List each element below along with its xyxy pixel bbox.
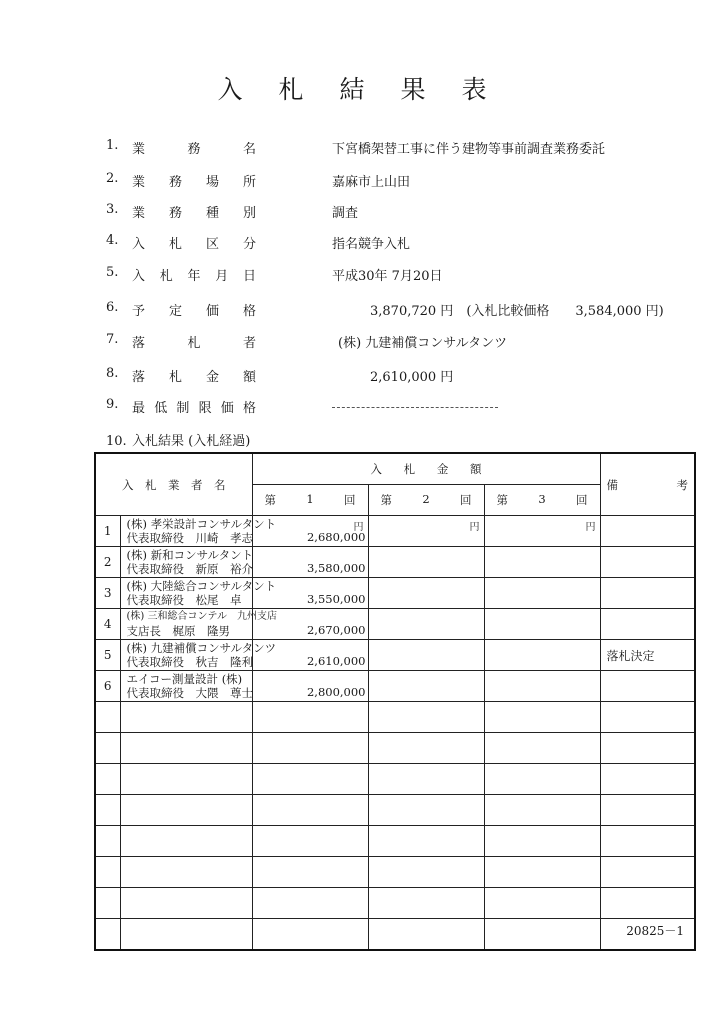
empty-cell <box>252 764 368 795</box>
bid-amount-round-1 <box>252 516 368 547</box>
empty-cell <box>600 795 695 826</box>
bid-note <box>600 516 695 547</box>
empty-cell <box>95 733 120 764</box>
empty-cell <box>600 826 695 857</box>
empty-cell <box>484 919 600 951</box>
bidder-name <box>120 640 277 671</box>
yen-unit: 円 <box>353 522 364 533</box>
round-header-char: 第 <box>380 493 392 507</box>
bid-amount-round-3 <box>484 516 600 547</box>
bid-amount-round-2 <box>368 578 484 609</box>
empty-cell <box>368 826 484 857</box>
table-row-empty <box>95 888 695 919</box>
info-label-char: 低 <box>154 401 168 416</box>
bid-amount-round-1 <box>252 671 368 702</box>
info-label-char: 場 <box>205 175 219 190</box>
info-value: 2,610,000 円 <box>370 370 454 385</box>
empty-cell <box>95 919 120 951</box>
empty-cell <box>252 826 368 857</box>
info-label-char: 分 <box>242 237 256 252</box>
info-label-char: 入 <box>132 237 146 252</box>
bidder-header-char: 札 <box>145 477 157 492</box>
info-label-char: 札 <box>168 237 182 252</box>
empty-cell <box>95 702 120 733</box>
table-row <box>95 640 695 671</box>
bidder-representative: 代表取締役 松尾 卓 <box>126 593 242 607</box>
bid-amount-round-3 <box>484 578 600 609</box>
info-label-char: 業 <box>132 142 146 157</box>
info-label-char: 種 <box>205 206 219 221</box>
bidder-name <box>120 671 252 702</box>
bid-amount-header <box>252 453 600 485</box>
info-label-char: 業 <box>132 206 146 221</box>
empty-cell <box>252 795 368 826</box>
round-header-char: 2 <box>422 492 430 506</box>
bid-amount-round-1 <box>252 547 368 578</box>
table-row-empty <box>95 733 695 764</box>
bid-amount-round-3 <box>484 640 600 671</box>
row-number: 6 <box>95 671 120 702</box>
bid-amount-round-2 <box>368 640 484 671</box>
info-number: 3. <box>106 202 119 217</box>
table-row <box>95 578 695 609</box>
bid-note: 落札決定 <box>600 640 695 671</box>
estimated-price-value <box>370 300 664 319</box>
empty-cell <box>484 702 600 733</box>
bid-note <box>600 671 695 702</box>
info-label-char: 額 <box>242 370 256 385</box>
table-row-empty <box>95 857 695 888</box>
table-row-empty <box>95 919 695 951</box>
info-label-char: 務 <box>168 206 182 221</box>
info-label-char: 者 <box>242 336 256 351</box>
empty-cell <box>484 826 600 857</box>
info-label <box>132 265 256 284</box>
info-label-char: 定 <box>168 304 182 319</box>
bid-amount-round-2 <box>368 609 484 640</box>
empty-cell <box>120 919 252 951</box>
info-label <box>132 233 256 252</box>
note-header-char: 備 <box>606 477 619 492</box>
empty-cell <box>368 702 484 733</box>
empty-cell <box>120 795 252 826</box>
empty-cell <box>484 795 600 826</box>
row-number: 1 <box>95 516 120 547</box>
bidder-representative: 代表取締役 川崎 孝志 <box>126 531 253 545</box>
bid-note <box>600 609 695 640</box>
bidder-company: (株) 九建補償コンサルタンツ <box>126 641 277 655</box>
table-row <box>95 516 695 547</box>
info-value: 平成30年 7月20日 <box>332 269 443 284</box>
empty-cell <box>600 702 695 733</box>
amount-header-char: 金 <box>436 462 449 476</box>
empty-cell <box>120 888 252 919</box>
table-row-empty <box>95 764 695 795</box>
info-label-char: 価 <box>220 401 234 416</box>
document-number: 20825－1 <box>626 924 684 938</box>
info-label-char: 格 <box>242 304 256 319</box>
bid-amount-round-2 <box>368 671 484 702</box>
info-label-char: 月 <box>215 269 229 284</box>
amount-header-char: 額 <box>470 462 482 476</box>
info-number: 2. <box>106 171 119 186</box>
info-label-char: 名 <box>242 142 256 157</box>
round-header-char: 3 <box>538 492 546 506</box>
bid-amount-value: 2,680,000 <box>306 530 366 544</box>
empty-cell <box>95 826 120 857</box>
table-header-row-1 <box>95 453 695 485</box>
info-label-char: 限 <box>198 401 212 416</box>
info-value: 下宮橋架替工事に伴う建物等事前調査業務委託 <box>332 142 606 157</box>
empty-cell <box>252 733 368 764</box>
info-value: 指名競争入札 <box>332 237 411 252</box>
bidder-representative: 代表取締役 大隈 尊士 <box>126 686 253 700</box>
empty-cell <box>600 888 695 919</box>
bid-amount-value: 2,800,000 <box>306 685 366 699</box>
empty-cell <box>252 888 368 919</box>
empty-cell <box>484 733 600 764</box>
round-header-char: 回 <box>576 493 588 507</box>
info-label-char: 札 <box>168 370 182 385</box>
bid-amount-value: 2,610,000 <box>306 654 366 668</box>
empty-cell <box>368 795 484 826</box>
table-title-text: 入札結果 (入札経過) <box>132 434 251 449</box>
table-row-empty <box>95 702 695 733</box>
table-row <box>95 609 695 640</box>
bidder-company: (株) 三和総合コンテル 九州支店 <box>126 611 277 622</box>
info-label <box>132 171 256 190</box>
table-row <box>95 547 695 578</box>
row-number: 4 <box>95 609 120 640</box>
info-label-char: 価 <box>205 304 219 319</box>
bid-note <box>600 578 695 609</box>
round-2-header <box>368 485 484 516</box>
empty-cell <box>368 857 484 888</box>
round-header-char: 回 <box>343 493 356 507</box>
empty-cell <box>120 733 252 764</box>
bidder-header-char: 名 <box>214 477 226 492</box>
empty-cell <box>252 702 368 733</box>
bid-amount-value: 3,580,000 <box>306 561 366 575</box>
info-label <box>132 366 256 385</box>
estimated-price: 3,870,720 円 <box>370 304 454 319</box>
empty-cell <box>252 919 368 951</box>
table-title <box>106 430 250 449</box>
bidder-header-char: 者 <box>191 477 203 492</box>
yen-unit: 円 <box>585 522 596 533</box>
bid-amount-round-3 <box>484 609 600 640</box>
note-header <box>600 453 695 516</box>
info-label-char: 制 <box>176 401 190 416</box>
table-row-empty <box>95 795 695 826</box>
bidder-representative: 代表取締役 新原 裕介 <box>126 562 253 576</box>
bidder-representative: 支店長 梶原 隆男 <box>126 624 230 638</box>
empty-cell <box>120 826 252 857</box>
info-label-char: 札 <box>159 269 173 284</box>
bidder-name <box>120 578 277 609</box>
bidder-name <box>120 609 277 640</box>
bidder-name <box>120 516 277 547</box>
info-label-char: 所 <box>242 175 256 190</box>
info-number: 7. <box>106 332 119 347</box>
comparison-price: (入札比較価格 3,584,000 円) <box>466 304 664 319</box>
table-title-number: 10. <box>106 434 127 449</box>
empty-cell <box>95 795 120 826</box>
empty-cell <box>120 702 252 733</box>
bidder-company: エイコー測量設計 (株) <box>126 672 243 686</box>
table-row-empty <box>95 826 695 857</box>
info-label-char: 年 <box>187 269 201 284</box>
row-number: 2 <box>95 547 120 578</box>
bidder-name <box>120 547 252 578</box>
info-value: 調査 <box>332 206 359 221</box>
info-value: (株) 九建補償コンサルタンツ <box>338 336 508 351</box>
bidder-header-char: 入 <box>122 477 134 492</box>
empty-cell <box>600 733 695 764</box>
info-label-char: 格 <box>242 401 256 416</box>
info-label-char: 区 <box>205 237 219 252</box>
empty-cell <box>120 857 252 888</box>
row-number: 5 <box>95 640 120 671</box>
info-number: 4. <box>106 233 119 248</box>
empty-cell <box>95 857 120 888</box>
empty-cell <box>484 857 600 888</box>
bid-amount-round-2 <box>368 547 484 578</box>
bidder-name-header <box>95 453 252 516</box>
info-label-char: 務 <box>168 175 182 190</box>
info-number: 8. <box>106 366 119 381</box>
info-label-char: 入 <box>132 269 146 284</box>
bid-amount-round-2 <box>368 516 484 547</box>
info-label-char: 落 <box>132 370 146 385</box>
empty-cell <box>95 888 120 919</box>
empty-cell <box>484 764 600 795</box>
info-label-char: 札 <box>187 336 201 351</box>
bid-amount-round-3 <box>484 547 600 578</box>
empty-cell <box>120 764 252 795</box>
round-1-header <box>252 485 368 516</box>
bidder-company: (株) 新和コンサルタント <box>126 548 254 562</box>
table-row <box>95 671 695 702</box>
info-label-char: 日 <box>242 269 256 284</box>
info-label-char: 務 <box>187 142 201 157</box>
info-label-char: 予 <box>132 304 146 319</box>
empty-cell <box>368 888 484 919</box>
bid-amount-round-1 <box>252 609 368 640</box>
bid-results-table <box>94 452 696 951</box>
bid-amount-round-1 <box>252 640 368 671</box>
round-3-header <box>484 485 600 516</box>
round-header-char: 第 <box>496 493 508 507</box>
amount-header-char: 札 <box>403 462 416 476</box>
info-number: 5. <box>106 265 119 280</box>
bid-amount-round-3 <box>484 671 600 702</box>
info-number: 9. <box>106 397 119 412</box>
bid-amount-round-1 <box>252 578 368 609</box>
empty-cell <box>600 857 695 888</box>
empty-cell <box>368 919 484 951</box>
info-label-char: 最 <box>132 401 146 416</box>
row-number: 3 <box>95 578 120 609</box>
bidder-company: (株) 孝栄設計コンサルタント <box>126 517 277 531</box>
info-number: 1. <box>106 138 119 153</box>
bid-amount-value: 2,670,000 <box>306 623 366 637</box>
info-label <box>132 332 256 351</box>
empty-cell <box>368 733 484 764</box>
info-label <box>132 397 256 416</box>
empty-cell <box>368 764 484 795</box>
round-header-char: 1 <box>306 492 314 506</box>
info-label <box>132 202 256 221</box>
bid-note <box>600 547 695 578</box>
round-header-char: 回 <box>459 493 472 507</box>
empty-cell <box>95 764 120 795</box>
info-label-char: 落 <box>132 336 146 351</box>
amount-header-char: 入 <box>370 462 382 476</box>
bidder-company: (株) 大陸総合コンサルタント <box>126 579 277 593</box>
bidder-header-char: 業 <box>168 477 180 492</box>
yen-unit: 円 <box>469 522 480 533</box>
note-header-char: 考 <box>676 477 689 492</box>
info-label-char: 別 <box>242 206 256 221</box>
bid-amount-value: 3,550,000 <box>306 592 366 606</box>
info-label-char: 業 <box>132 175 146 190</box>
info-label <box>132 138 256 157</box>
info-label-char: 金 <box>205 370 219 385</box>
info-value: 嘉麻市上山田 <box>332 175 411 190</box>
empty-cell <box>600 764 695 795</box>
document-title: 入札結果表 <box>217 75 523 104</box>
info-number: 6. <box>106 300 119 315</box>
empty-cell <box>252 857 368 888</box>
minimum-price-blank-line <box>332 407 498 408</box>
bidder-representative: 代表取締役 秋吉 隆利 <box>126 655 253 669</box>
empty-cell <box>484 888 600 919</box>
info-label <box>132 300 256 319</box>
round-header-char: 第 <box>264 493 276 507</box>
